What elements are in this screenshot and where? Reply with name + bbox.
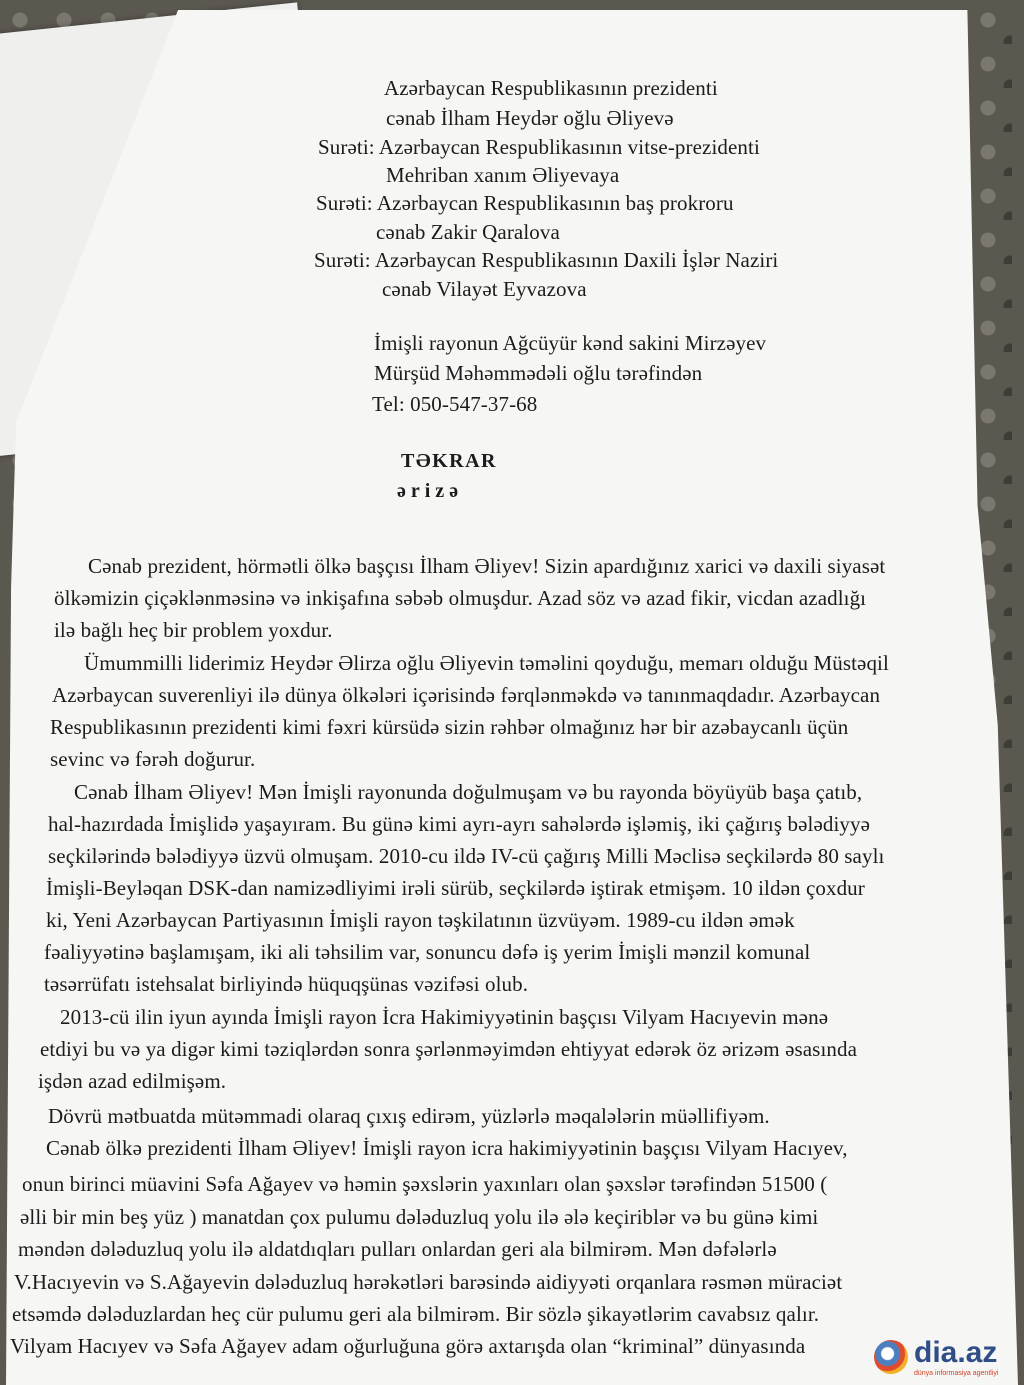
body-line: Azərbaycan suverenliyi ilə dünya ölkələri içərisində fərqlənməkdə və tanınmaqdadır. Azərbaycan xyxy=(52,683,881,707)
document-title: TƏKRAR xyxy=(401,450,498,472)
header-line: cənab İlham Heydər oğlu Əliyevə xyxy=(386,106,674,130)
body-line: məndən dələduzluq yolu ilə aldatdıqları pulları onlardan geri ala bilmirəm. Mən dəfələrlə xyxy=(18,1237,777,1261)
body-line: əlli bir min beş yüz ) manatdan çox pulumu dələduzluq yolu ilə ələ keçiriblər və bu günə kimi xyxy=(20,1205,819,1229)
body-line: Cənab İlham Əliyev! Mən İmişli rayonunda doğulmuşam və bu rayonda böyüyüb başa çatıb, xyxy=(74,780,863,804)
watermark-logo xyxy=(870,1334,1020,1382)
body-line: etsəmdə dələduzlardan heç cür pulumu geri ala bilmirəm. Bir sözlə şikayətlərim cavabsız qalır. xyxy=(12,1302,820,1326)
body-line: İmişli-Beyləqan DSK-dan namizədliyimi irəli sürüb, seçkilərdə iştirak etmişəm. 10 ildən çoxdur xyxy=(46,876,865,900)
document-subtitle: ərizə xyxy=(397,480,464,502)
body-line: sevinc və fərəh doğurur. xyxy=(50,747,256,771)
body-line: təsərrüfatı istehsalat birliyində hüquqşünas vəzifəsi olub. xyxy=(44,972,529,996)
sender-phone: Tel: 050-547-37-68 xyxy=(372,392,538,416)
body-line: ilə bağlı heç bir problem yoxdur. xyxy=(54,618,333,642)
watermark-tagline: dünya informasiya agentliyi xyxy=(914,1370,999,1377)
body-line: Cənab ölkə prezidenti İlham Əliyev! İmişli rayon icra hakimiyyətinin başçısı Vilyam Hacıyev, xyxy=(46,1136,848,1160)
body-line: işdən azad edilmişəm. xyxy=(38,1069,227,1093)
sender-line: Mürşüd Məhəmmədəli oğlu tərəfindən xyxy=(374,361,703,385)
body-line: seçkilərində bələdiyyə üzvü olmuşam. 2010-cu ildə IV-cü çağırış Milli Məclisə seçkilərdə 80 saylı xyxy=(48,844,885,868)
body-line: onun birinci müavini Səfa Ağayev və həmin şəxslərin yaxınları olan şəxslər tərəfindən 51500 ( xyxy=(22,1172,828,1196)
header-line: Surəti: Azərbaycan Respublikasının vitse-prezidenti xyxy=(318,135,760,159)
body-line: ölkəmizin çiçəklənməsinə və inkişafına səbəb olmuşdur. Azad söz və azad fikir, vicdan azadlığı xyxy=(54,586,867,610)
header-line: Surəti: Azərbaycan Respublikasının baş prokroru xyxy=(316,191,734,215)
body-line: etdiyi bu və ya digər kimi təziqlərdən sonra şərlənməyimdən ehtiyyat edərək öz ərizəm əsasında xyxy=(40,1037,858,1061)
body-line: Respublikasının prezidenti kimi fəxri kürsüdə sizin rəhbər olmağınız hər bir azəbaycanlı üçün xyxy=(50,715,849,739)
body-line: Cənab prezident, hörmətli ölkə başçısı İlham Əliyev! Sizin apardığınız xarici və daxili siyasət xyxy=(88,554,886,578)
body-line: ki, Yeni Azərbaycan Partiyasının İmişli rayon təşkilatının üzvüyəm. 1989-cu ildən əmək xyxy=(46,908,795,932)
watermark-name: dia.az xyxy=(914,1336,998,1369)
sender-line: İmişli rayonun Ağcüyür kənd sakini Mirzəyev xyxy=(374,331,767,355)
body-line: Dövrü mətbuatda mütəmmadi olaraq çıxış edirəm, yüzlərlə məqalələrin müəllifiyəm. xyxy=(48,1104,770,1128)
body-line: hal-hazırdada İmişlidə yaşayıram. Bu günə kimi ayrı-ayrı sahələrdə işləmiş, iki çağırış bələdiyyə xyxy=(48,812,871,836)
body-line: fəaliyyətinə başlamışam, iki ali təhsilim var, sonuncu dəfə iş yerim İmişli mənzil komunal xyxy=(44,940,811,964)
header-line: cənab Vilayət Eyvazova xyxy=(382,277,587,301)
body-line: 2013-cü ilin iyun ayında İmişli rayon İcra Hakimiyyətinin başçısı Vilyam Hacıyevin mənə xyxy=(60,1005,829,1029)
globe-icon xyxy=(874,1340,908,1374)
header-line: Azərbaycan Respublikasının prezidenti xyxy=(384,76,718,100)
body-line: Ümummilli liderimiz Heydər Əlirza oğlu Əliyevin təməlini qoyduğu, memarı olduğu Müstəqil xyxy=(84,651,889,675)
header-line: Mehriban xanım Əliyevaya xyxy=(386,163,620,187)
body-line: Vilyam Hacıyev və Səfa Ağayev adam oğurluğuna görə axtarışda olan “kriminal” dünyasında xyxy=(10,1334,806,1358)
body-line: V.Hacıyevin və S.Ağayevin dələduzluq hərəkətləri barəsində aidiyyəti orqanlara rəsmən müraciət xyxy=(14,1270,843,1294)
header-line: cənab Zakir Qaralova xyxy=(376,220,560,244)
header-line: Surəti: Azərbaycan Respublikasının Daxili İşlər Naziri xyxy=(314,248,779,272)
